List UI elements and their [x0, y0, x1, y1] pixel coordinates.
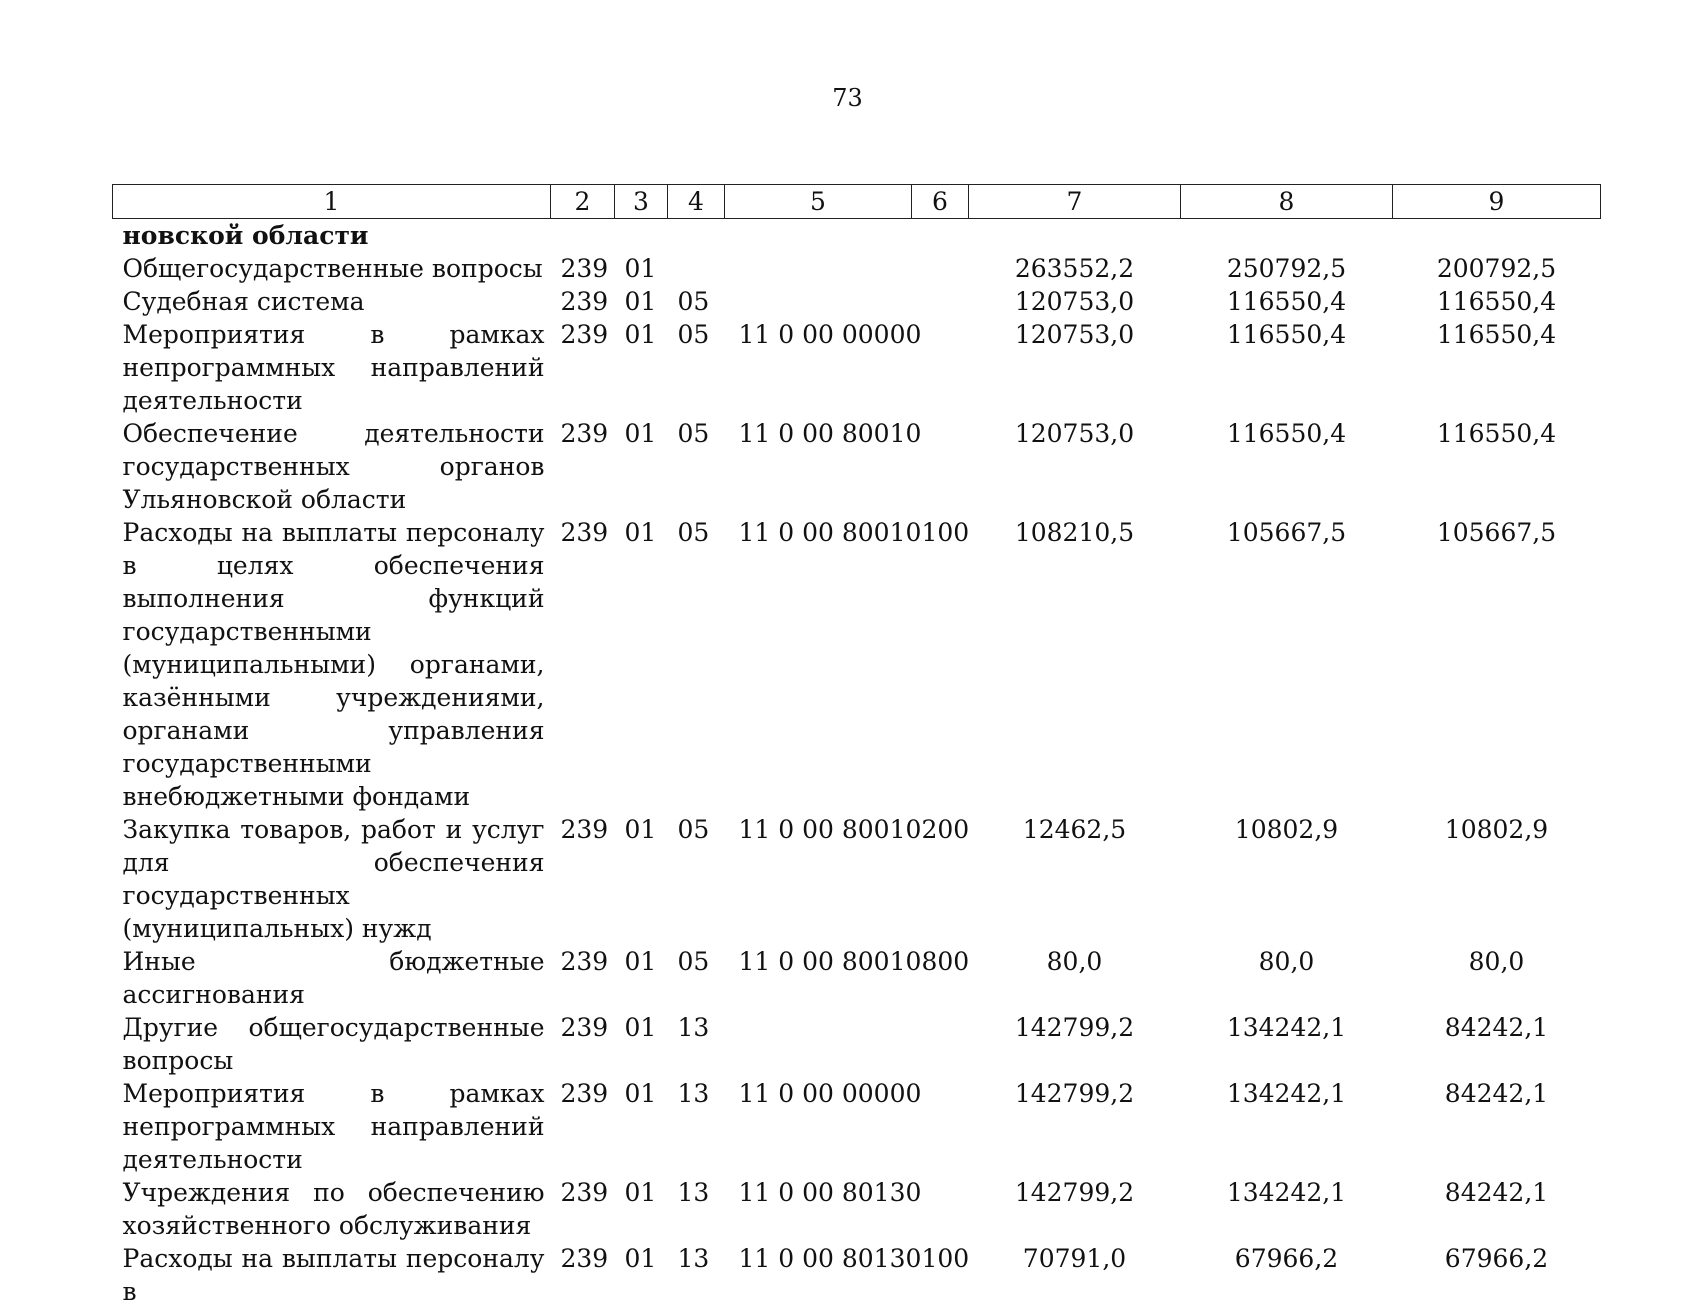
col-header-5: 5 — [725, 185, 912, 219]
row-col8-amount: 250792,5 — [1181, 252, 1393, 285]
col-header-8: 8 — [1181, 185, 1393, 219]
row-col4: 05 — [668, 813, 725, 945]
row-col7-amount: 108210,5 — [969, 516, 1181, 813]
table-row — [113, 813, 1601, 945]
row-col4: 05 — [668, 318, 725, 417]
row-col6-expense-type: 200 — [912, 813, 969, 945]
row-col6-expense-type — [912, 1011, 969, 1077]
row-col4: 13 — [668, 1242, 725, 1308]
row-col5-target-code — [725, 285, 912, 318]
row-col6-expense-type — [912, 219, 969, 253]
row-col5-target-code: 11 0 00 80010 — [725, 945, 912, 1011]
row-col8-amount: 134242,1 — [1181, 1176, 1393, 1242]
row-col5-target-code — [725, 219, 912, 253]
row-col3: 01 — [615, 945, 668, 1011]
row-col6-expense-type — [912, 285, 969, 318]
row-name: Обеспечение деятельности государственных органов Ульяновской области — [113, 417, 551, 516]
col-header-4: 4 — [668, 185, 725, 219]
row-col4: 13 — [668, 1176, 725, 1242]
row-col7-amount: 142799,2 — [969, 1176, 1181, 1242]
col-header-6: 6 — [912, 185, 969, 219]
row-col4: 05 — [668, 516, 725, 813]
row-col4: 13 — [668, 1011, 725, 1077]
page-number: 73 — [0, 84, 1695, 112]
row-col4: 05 — [668, 945, 725, 1011]
row-col2: 239 — [551, 945, 615, 1011]
row-name: Расходы на выплаты персоналу в целях обеспечения выполнения функций государственными (муниципальными) органами, казёнными учреждениями, органами управления государственными внебюджетными фондами — [113, 516, 551, 813]
row-col5-target-code: 11 0 00 80130 — [725, 1176, 912, 1242]
col-header-2: 2 — [551, 185, 615, 219]
row-col2: 239 — [551, 252, 615, 285]
col-header-9: 9 — [1393, 185, 1601, 219]
row-col4: 13 — [668, 1077, 725, 1176]
row-col3: 01 — [615, 417, 668, 516]
budget-table — [112, 184, 1601, 1308]
row-col9-amount: 67966,2 — [1393, 1242, 1601, 1308]
row-col2: 239 — [551, 1011, 615, 1077]
row-col5-target-code — [725, 252, 912, 285]
row-col7-amount: 70791,0 — [969, 1242, 1181, 1308]
row-name: Иные бюджетные ассигнования — [113, 945, 551, 1011]
row-col3: 01 — [615, 285, 668, 318]
row-col8-amount: 80,0 — [1181, 945, 1393, 1011]
row-col7-amount: 142799,2 — [969, 1011, 1181, 1077]
row-col8-amount: 116550,4 — [1181, 417, 1393, 516]
row-col9-amount: 116550,4 — [1393, 417, 1601, 516]
header-row — [113, 185, 1601, 219]
table-row — [113, 285, 1601, 318]
row-col3: 01 — [615, 516, 668, 813]
row-col2: 239 — [551, 1242, 615, 1308]
row-col2: 239 — [551, 813, 615, 945]
row-col8-amount: 134242,1 — [1181, 1077, 1393, 1176]
row-col3: 01 — [615, 318, 668, 417]
row-col7-amount: 142799,2 — [969, 1077, 1181, 1176]
row-col3: 01 — [615, 1077, 668, 1176]
table-row — [113, 252, 1601, 285]
row-name: Судебная система — [113, 285, 551, 318]
row-col9-amount: 84242,1 — [1393, 1077, 1601, 1176]
row-col5-target-code: 11 0 00 00000 — [725, 318, 912, 417]
row-col9-amount: 80,0 — [1393, 945, 1601, 1011]
table-row — [113, 1077, 1601, 1176]
row-col2: 239 — [551, 1077, 615, 1176]
row-col7-amount: 120753,0 — [969, 417, 1181, 516]
row-name: новской области — [113, 219, 551, 253]
row-col8-amount: 116550,4 — [1181, 318, 1393, 417]
row-col9-amount: 10802,9 — [1393, 813, 1601, 945]
row-name: Общегосударственные вопросы — [113, 252, 551, 285]
row-col8-amount — [1181, 219, 1393, 253]
row-col2: 239 — [551, 1176, 615, 1242]
table-row — [113, 1176, 1601, 1242]
row-col2: 239 — [551, 516, 615, 813]
row-col7-amount: 80,0 — [969, 945, 1181, 1011]
row-col9-amount: 84242,1 — [1393, 1176, 1601, 1242]
row-col8-amount: 67966,2 — [1181, 1242, 1393, 1308]
col-header-1: 1 — [113, 185, 551, 219]
row-col6-expense-type — [912, 252, 969, 285]
row-col8-amount: 10802,9 — [1181, 813, 1393, 945]
row-col5-target-code: 11 0 00 80010 — [725, 813, 912, 945]
row-col9-amount: 105667,5 — [1393, 516, 1601, 813]
row-name: Другие общегосударственные вопросы — [113, 1011, 551, 1077]
row-col5-target-code: 11 0 00 00000 — [725, 1077, 912, 1176]
col-header-3: 3 — [615, 185, 668, 219]
row-col7-amount: 263552,2 — [969, 252, 1181, 285]
row-col5-target-code: 11 0 00 80010 — [725, 417, 912, 516]
row-col3: 01 — [615, 813, 668, 945]
row-col7-amount: 120753,0 — [969, 318, 1181, 417]
row-col8-amount: 116550,4 — [1181, 285, 1393, 318]
row-col5-target-code: 11 0 00 80130 — [725, 1242, 912, 1308]
row-col7-amount: 12462,5 — [969, 813, 1181, 945]
row-col5-target-code — [725, 1011, 912, 1077]
row-col4 — [668, 219, 725, 253]
table-body — [113, 219, 1601, 1308]
table-row — [113, 417, 1601, 516]
table-row — [113, 1242, 1601, 1308]
row-col2: 239 — [551, 417, 615, 516]
row-col6-expense-type: 100 — [912, 1242, 969, 1308]
row-name: Учреждения по обеспечению хозяйственного обслуживания — [113, 1176, 551, 1242]
table-row — [113, 945, 1601, 1011]
row-col2: 239 — [551, 318, 615, 417]
row-name: Мероприятия в рамках непрограммных направлений деятельности — [113, 1077, 551, 1176]
row-col9-amount: 116550,4 — [1393, 318, 1601, 417]
row-col8-amount: 134242,1 — [1181, 1011, 1393, 1077]
row-col4 — [668, 252, 725, 285]
row-name: Закупка товаров, работ и услуг для обеспечения государственных (муниципальных) нужд — [113, 813, 551, 945]
row-name: Мероприятия в рамках непрограммных направлений деятельности — [113, 318, 551, 417]
table-row — [113, 1011, 1601, 1077]
row-col8-amount: 105667,5 — [1181, 516, 1393, 813]
row-col3: 01 — [615, 1242, 668, 1308]
table-row — [113, 219, 1601, 253]
row-name: Расходы на выплаты персоналу в — [113, 1242, 551, 1308]
row-col2: 239 — [551, 285, 615, 318]
row-col9-amount: 116550,4 — [1393, 285, 1601, 318]
row-col3: 01 — [615, 252, 668, 285]
table-row — [113, 516, 1601, 813]
row-col7-amount — [969, 219, 1181, 253]
row-col9-amount: 84242,1 — [1393, 1011, 1601, 1077]
row-col3: 01 — [615, 1011, 668, 1077]
row-col5-target-code: 11 0 00 80010 — [725, 516, 912, 813]
table-row — [113, 318, 1601, 417]
row-col9-amount — [1393, 219, 1601, 253]
row-col3 — [615, 219, 668, 253]
row-col7-amount: 120753,0 — [969, 285, 1181, 318]
row-col2 — [551, 219, 615, 253]
row-col3: 01 — [615, 1176, 668, 1242]
row-col6-expense-type: 800 — [912, 945, 969, 1011]
row-col6-expense-type: 100 — [912, 516, 969, 813]
col-header-7: 7 — [969, 185, 1181, 219]
row-col9-amount: 200792,5 — [1393, 252, 1601, 285]
row-col4: 05 — [668, 417, 725, 516]
row-col4: 05 — [668, 285, 725, 318]
